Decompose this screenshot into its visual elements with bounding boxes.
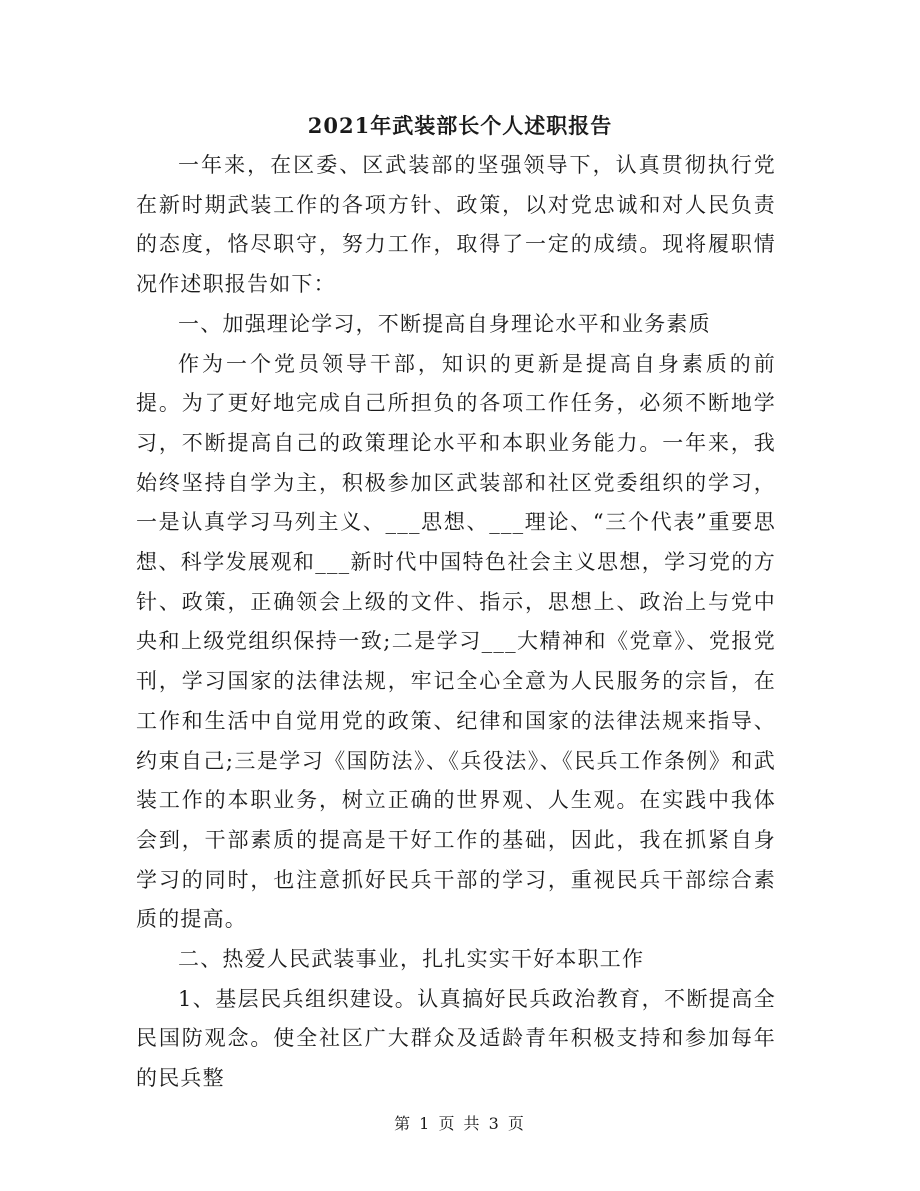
paragraph-intro: 一年来，在区委、区武装部的坚强领导下，认真贯彻执行党在新时期武装工作的各项方针、政策，以对党忠诚和对人民负责的态度，恪尽职守，努力工作，取得了一定的成绩。现将履职情况作述职报告如下： <box>136 153 776 297</box>
section-heading-1: 一、加强理论学习，不断提高自身理论水平和业务素质 <box>178 311 711 336</box>
document-body <box>136 146 776 1099</box>
paragraph-militia: 1、基层民兵组织建设。认真搞好民兵政治教育，不断提高全民国防观念。使全社区广大群众及适龄青年积极支持和参加每年的民兵整 <box>136 986 776 1091</box>
paragraph-study: 作为一个党员领导干部，知识的更新是提高自身素质的前提。为了更好地完成自己所担负的各项工作任务，必须不断地学习，不断提高自己的政策理论水平和本职业务能力。一年来，我始终坚持自学为主，积极参加区武装部和社区党委组织的学习，一是认真学习马列主义、___思想、___理论、“三个代表”重要思想、科学发展观和___新时代中国特色社会主义思想，学习党的方针、政策，正确领会上级的文件、指示，思想上、政治上与党中央和上级党组织保持一致;二是学习___大精神和《党章》、党报党刊，学习国家的法律法规，牢记全心全意为人民服务的宗旨，在工作和生活中自觉用党的政策、纪律和国家的法律法规来指导、约束自己;三是学习《国防法》、《兵役法》、《民兵工作条例》和武装工作的本职业务，树立正确的世界观、人生观。在实践中我体会到，干部素质的提高是干好工作的基础，因此，我在抓紧自身学习的同时，也注意抓好民兵干部的学习，重视民兵干部综合素质的提高。 <box>136 351 776 932</box>
section-heading-2: 二、热爱人民武装事业，扎扎实实干好本职工作 <box>178 947 645 972</box>
document-title: 2021年武装部长个人述职报告 <box>307 113 613 138</box>
page-footer: 第 1 页 共 3 页 <box>394 1114 526 1133</box>
